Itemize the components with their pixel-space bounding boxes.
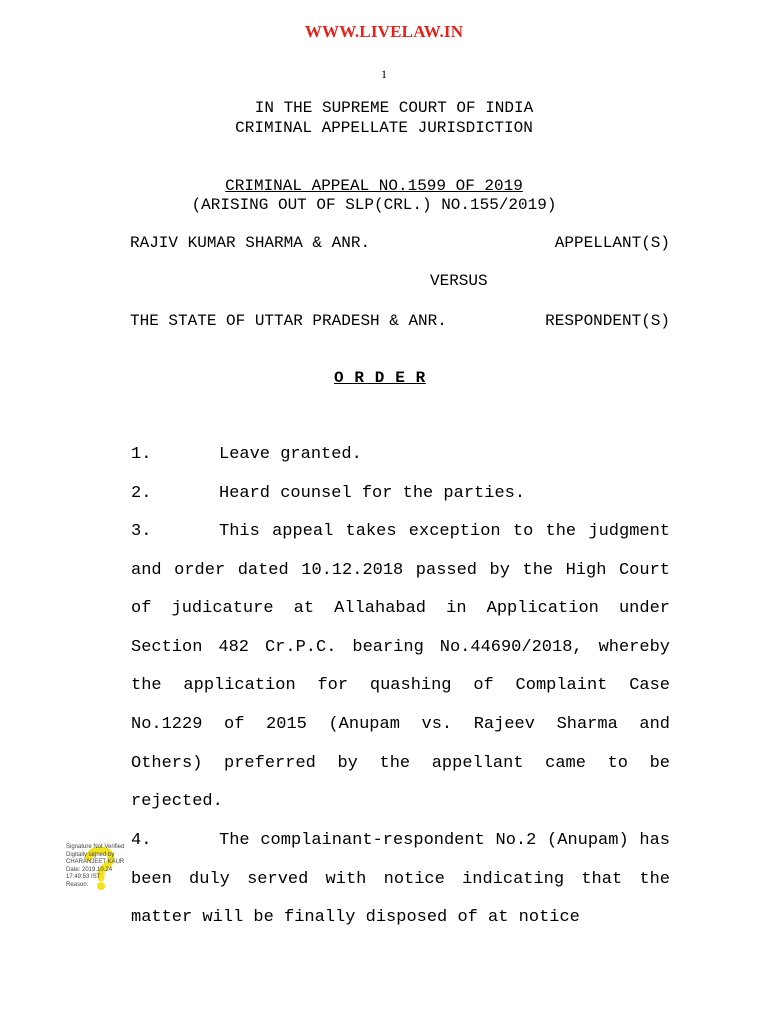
signature-text bbox=[66, 844, 124, 889]
appellant-row bbox=[130, 233, 670, 253]
order-heading: O R D E R bbox=[334, 369, 426, 387]
appeal-number: CRIMINAL APPEAL NO.1599 OF 2019 bbox=[225, 177, 523, 195]
paragraph-3 bbox=[131, 513, 670, 822]
court-name: IN THE SUPREME COURT OF INDIA bbox=[254, 99, 534, 117]
signature-status: Signature Not Verified bbox=[66, 844, 125, 850]
paragraph-text: Heard counsel for the parties. bbox=[219, 484, 526, 503]
paragraph-text: This appeal takes exception to the judgment and order dated 10.12.2018 passed by the High Court of judicature at Allahabad in Application under Section 482 Cr.P.C. bearing No.44690/2018, whereby the application for quashing of Complaint Case No.1229 of 2015 (Anupam vs. Rajeev Sharma and Others) preferred by the appellant came to be rejected. bbox=[131, 522, 670, 812]
respondent-row bbox=[130, 311, 670, 331]
signature-line: Digitally signed by bbox=[66, 851, 115, 858]
paragraph-number: 1. bbox=[131, 445, 152, 464]
appellant-name: RAJIV KUMAR SHARMA & ANR. bbox=[130, 234, 371, 252]
paragraph-2 bbox=[131, 475, 670, 514]
paragraph-4 bbox=[131, 822, 670, 938]
paragraph-text: Leave granted. bbox=[219, 445, 362, 464]
paragraph-1 bbox=[131, 436, 670, 475]
paragraph-number: 2. bbox=[131, 484, 152, 503]
respondent-role: RESPONDENT(S) bbox=[545, 312, 670, 330]
signature-line: Date: 2019.10.24 bbox=[66, 866, 113, 873]
signature-line: 17:49:53 IST bbox=[66, 874, 101, 880]
digital-signature-stamp[interactable] bbox=[66, 841, 136, 891]
paragraph-number: 3. bbox=[131, 522, 152, 541]
page-number: 1 bbox=[381, 67, 387, 81]
jurisdiction: CRIMINAL APPELLATE JURISDICTION bbox=[235, 119, 533, 137]
signature-line: Reason: bbox=[66, 881, 89, 888]
paragraph-number: 4. bbox=[131, 831, 152, 850]
appellant-role: APPELLANT(S) bbox=[554, 234, 670, 252]
versus-label: VERSUS bbox=[430, 272, 488, 290]
arising-from: (ARISING OUT OF SLP(CRL.) NO.155/2019) bbox=[191, 196, 557, 214]
respondent-name: THE STATE OF UTTAR PRADESH & ANR. bbox=[130, 312, 447, 330]
signature-line: CHARANJEET KAUR bbox=[66, 859, 125, 865]
livelaw-link[interactable]: WWW.LIVELAW.IN bbox=[304, 22, 464, 41]
paragraph-text: The complainant-respondent No.2 (Anupam) has been duly served with notice indicating that the matter will be finally disposed of at notice bbox=[131, 831, 670, 928]
